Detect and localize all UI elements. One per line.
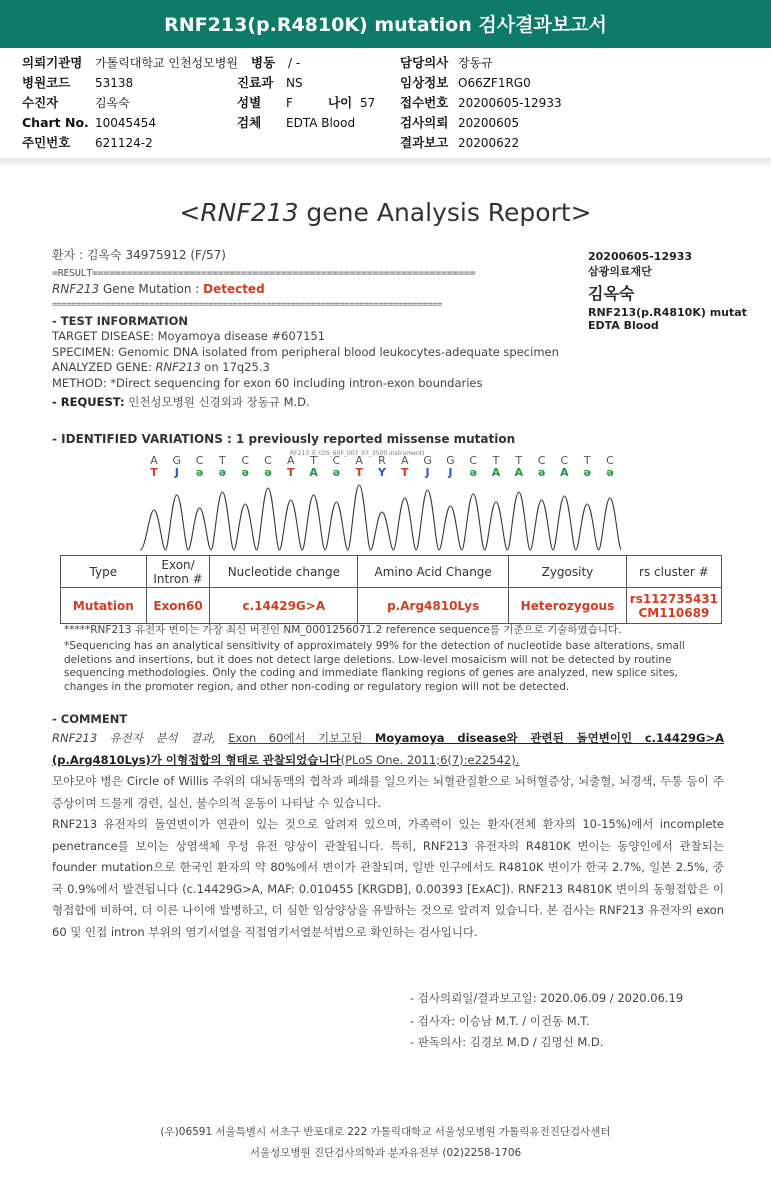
patient-info-panel [0, 48, 771, 158]
footer-address: (우)06591 서울특별시 서초구 반포대로 222 가톨릭대학교 서울성모병원 가톨릭유전진단검사센터 [160, 1126, 611, 1138]
base-bottom-7: A [309, 466, 318, 479]
base-top-3: T [219, 454, 226, 467]
base-top-2: C [195, 454, 204, 467]
stamp-name: 김옥숙 [588, 284, 635, 303]
patient-name-label: 수진자 [22, 95, 59, 110]
base-top-15: T [492, 454, 500, 467]
department-label: 진료과 [237, 75, 274, 90]
reader-line: - 판독의사: 김경보 M.D / 김명신 M.D. [410, 1035, 604, 1049]
cell-amino-acid: p.Arg4810Lys [358, 588, 509, 624]
hospital-code-value: 53138 [95, 76, 134, 90]
comment-paragraph-3: RNF213 유전자의 돌연변이가 연관이 있는 것으로 알려져 있으며, 가족력이 있는 환자(전체 환자의 10-15%)에서 incomplete penetrance를 보이는 상염색체 우성 유전 양상이 관찰됩니다. 특히, RNF213 유전자의 R4810K 변이는 동양인에서 관찰되는 founder mutation으로 한국인 환자의 약 80%에서 변이가 관찰되며, 일반 인구에서도 R4810K 변이가 한국 2.7%, 일본 2.5%, 중국 0.9%에서 발견됩니다 (c.14429G>A, MAF: 0.010455 [KRGDB], 0.00393 [ExAC]). RNF213 R4810K 변이의 동형접합은 이형접합에 비하여, 더 이른 나이에 발병하고, 더 심한 임상양상을 유발하는 것으로 알려져 있습니다. 본 검사는 RNF213 유전자의 exon 60 및 인접 intron 부위의 염기서열을 직접염기서열분석법으로 확인하는 검사입니다. [52, 817, 724, 939]
base-top-5: C [264, 454, 272, 467]
base-bottom-2: ə [195, 466, 204, 479]
base-bottom-15: A [491, 466, 501, 479]
base-bottom-17: ə [537, 466, 546, 479]
result-rule: =RESULT=================================================================== [52, 268, 476, 279]
header-rs-cluster: rs cluster # [626, 556, 721, 588]
analyzed-gene: ANALYZED GENE: RNF213 on 17q25.3 [52, 360, 270, 374]
comment-paragraph-2: 모야모야 병은 Circle of Willis 주위의 대뇌동맥의 협착과 폐쇄를 일으키는 뇌혈관질환으로 뇌허혈증상, 뇌출혈, 뇌경색, 두통 등이 주증상이며 드물게 경련, 실신, 불수의적 운동이 나타날 수 있습니다. [52, 774, 724, 810]
specimen-label: 검체 [237, 115, 262, 130]
base-bottom-16: A [514, 466, 524, 479]
base-top-0: A [150, 454, 158, 467]
header-type: Type [61, 556, 147, 588]
lab-stamp [588, 250, 771, 332]
base-bottom-1: J [174, 466, 179, 479]
resident-id-value: 621124-2 [95, 136, 153, 150]
tester-line: - 검사자: 이승남 M.T. / 이건동 M.T. [410, 1014, 590, 1028]
base-top-19: T [583, 454, 591, 467]
comment-body [52, 728, 724, 943]
receipt-number-value: 20200605-12933 [458, 96, 562, 110]
base-top-8: C [332, 454, 341, 467]
base-bottom-19: ə [583, 466, 591, 479]
chromatogram-caption: RF213_E_(OS_60F_007_07_3500 instrument) [290, 450, 425, 457]
stamp-receipt: 20200605-12933 [588, 250, 693, 263]
sensitivity-note: *Sequencing has an analytical sensitivity of approximately 99% for the detection of nucleotide base alterations, small deletions and insertions, but it does not detect large deletions. Low-level mosaicism will not be detected by routine sequencing methodologies. Only the coding and immediate flanking regions of genes are analyzed, new splice sites, changes in the promoter region, and other non-coding or regulatory region will not be detected. [64, 640, 685, 694]
base-bottom-10: Y [378, 466, 386, 479]
stamp-org: 삼광의료재단 [588, 265, 652, 278]
variation-table-row [61, 588, 722, 624]
hospital-code-label: 병원코드 [22, 75, 71, 90]
base-bottom-11: T [401, 466, 409, 479]
base-bottom-3: ə [218, 466, 227, 479]
reference-note: *****RNF213 유전자 변이는 가장 최신 버전인 NM_0001256071.2 reference sequence를 기준으로 기술하였습니다. [64, 624, 622, 636]
section-divider [0, 158, 771, 168]
chart-number-value: 10045454 [95, 116, 157, 130]
base-top-9: A [355, 454, 363, 467]
specimen-value: EDTA Blood [286, 116, 356, 130]
base-bottom-12: J [425, 466, 430, 479]
variation-table-header-row [61, 556, 722, 588]
cell-nucleotide: c.14429G>A [210, 588, 358, 624]
base-bottom-8: ə [332, 466, 341, 479]
age-value: 57 [360, 96, 376, 110]
base-top-4: C [241, 454, 250, 467]
doctor-label: 담당의사 [400, 55, 449, 70]
base-bottom-9: T [355, 466, 363, 479]
clinical-info-label: 임상정보 [400, 75, 449, 90]
resident-id-label: 주민번호 [22, 135, 71, 150]
target-disease: TARGET DISEASE: Moyamoya disease #607151 [52, 329, 326, 343]
header-exon: Exon/ Intron # [146, 556, 210, 588]
base-bottom-4: ə [241, 466, 249, 479]
base-bottom-6: T [287, 466, 295, 479]
result-date-value: 20200622 [458, 136, 520, 150]
base-top-20: C [606, 454, 614, 467]
specimen-line: SPECIMEN: Genomic DNA isolated from peripheral blood leukocytes-adequate specimen [52, 345, 559, 359]
ward-value: / - [288, 56, 301, 70]
base-bottom-18: A [560, 466, 569, 479]
base-bottom-20: ə [606, 466, 614, 479]
base-top-10: R [378, 454, 386, 467]
base-top-14: C [469, 454, 478, 467]
base-top-12: G [423, 454, 432, 467]
header-zygosity: Zygosity [509, 556, 627, 588]
report-title: <RNF213 gene Analysis Report> [179, 198, 592, 227]
request-line: - REQUEST: 인천성모병원 신경외과 장동규 M.D. [52, 395, 310, 409]
cell-rs-cluster: rs112735431 CM110689 [626, 588, 721, 624]
age-label: 나이 [328, 95, 353, 110]
stamp-test: RNF213(p.R4810K) mutat [588, 306, 747, 319]
method-line: METHOD: *Direct sequencing for exon 60 including intron-exon boundaries [52, 376, 483, 390]
cell-zygosity: Heterozygous [509, 588, 627, 624]
base-bottom-14: ə [469, 466, 477, 479]
ward-label: 병동 [251, 55, 276, 70]
sex-value: F [286, 96, 293, 110]
patient-name-value: 김옥숙 [95, 96, 130, 110]
result-date-label: 결과보고 [400, 135, 449, 150]
patient-line: 환자 : 김옥숙 34975912 (F/57) [52, 248, 226, 262]
chromatogram-trace [140, 485, 621, 550]
base-top-17: C [537, 454, 546, 467]
request-result-dates: - 검사의뢰일/결과보고일: 2020.06.09 / 2020.06.19 [410, 991, 684, 1005]
variations-heading: - IDENTIFIED VARIATIONS : 1 previously reported missense mutation [52, 432, 516, 446]
test-info-heading: - TEST INFORMATION [52, 314, 188, 328]
institution-label: 의뢰기관명 [22, 55, 83, 70]
chart-number-label: Chart No. [22, 115, 89, 130]
base-top-7: T [310, 454, 317, 467]
request-date-value: 20200605 [458, 116, 520, 130]
comment-heading: - COMMENT [52, 712, 128, 726]
cell-exon: Exon60 [146, 588, 210, 624]
base-bottom-5: ə [264, 466, 272, 479]
clinical-info-value: O66ZF1RG0 [458, 76, 531, 90]
header-amino-acid: Amino Acid Change [358, 556, 509, 588]
base-top-13: G [446, 454, 455, 467]
base-top-16: T [515, 454, 523, 467]
variation-table [60, 555, 722, 624]
request-date-label: 검사의뢰 [400, 115, 449, 130]
comment-paragraph-1: RNF213 유전자 분석 결과, Exon 60에서 기보고된 Moyamoya disease와 관련된 돌연변이인 c.14429G>A (p.Arg4810Lys)가 이형접합의 형태로 관찰되었습니다(PLoS One. 2011;6(7):e22542). [52, 731, 724, 767]
footer-department: 서울성모병원 진단검사의학과 분자유전부 (02)2258-1706 [249, 1147, 522, 1159]
separator-rule: ================================================================================ [52, 300, 442, 310]
base-top-11: A [401, 454, 409, 467]
mutation-status: Detected [203, 282, 265, 296]
base-top-1: G [172, 454, 182, 467]
sequence-chromatogram [140, 450, 630, 555]
cell-type: Mutation [61, 588, 147, 624]
report-header-title: RNF213(p.R4810K) mutation 검사결과보고서 [0, 0, 771, 48]
sex-label: 성별 [237, 95, 262, 110]
base-bottom-13: J [448, 466, 453, 479]
institution-value: 가톨릭대학교 인천성모병원 [95, 56, 238, 70]
base-top-6: A [287, 454, 295, 467]
receipt-number-label: 접수번호 [400, 95, 449, 110]
base-top-18: C [560, 454, 569, 467]
header-nucleotide: Nucleotide change [210, 556, 358, 588]
doctor-value: 장동규 [458, 56, 493, 70]
mutation-result-line: RNF213 Gene Mutation : Detected [52, 282, 265, 296]
sequence-bottom [150, 466, 613, 479]
base-bottom-0: T [150, 466, 158, 479]
stamp-specimen: EDTA Blood [588, 319, 659, 332]
department-value: NS [286, 76, 303, 90]
analysis-report-document [0, 168, 771, 1202]
